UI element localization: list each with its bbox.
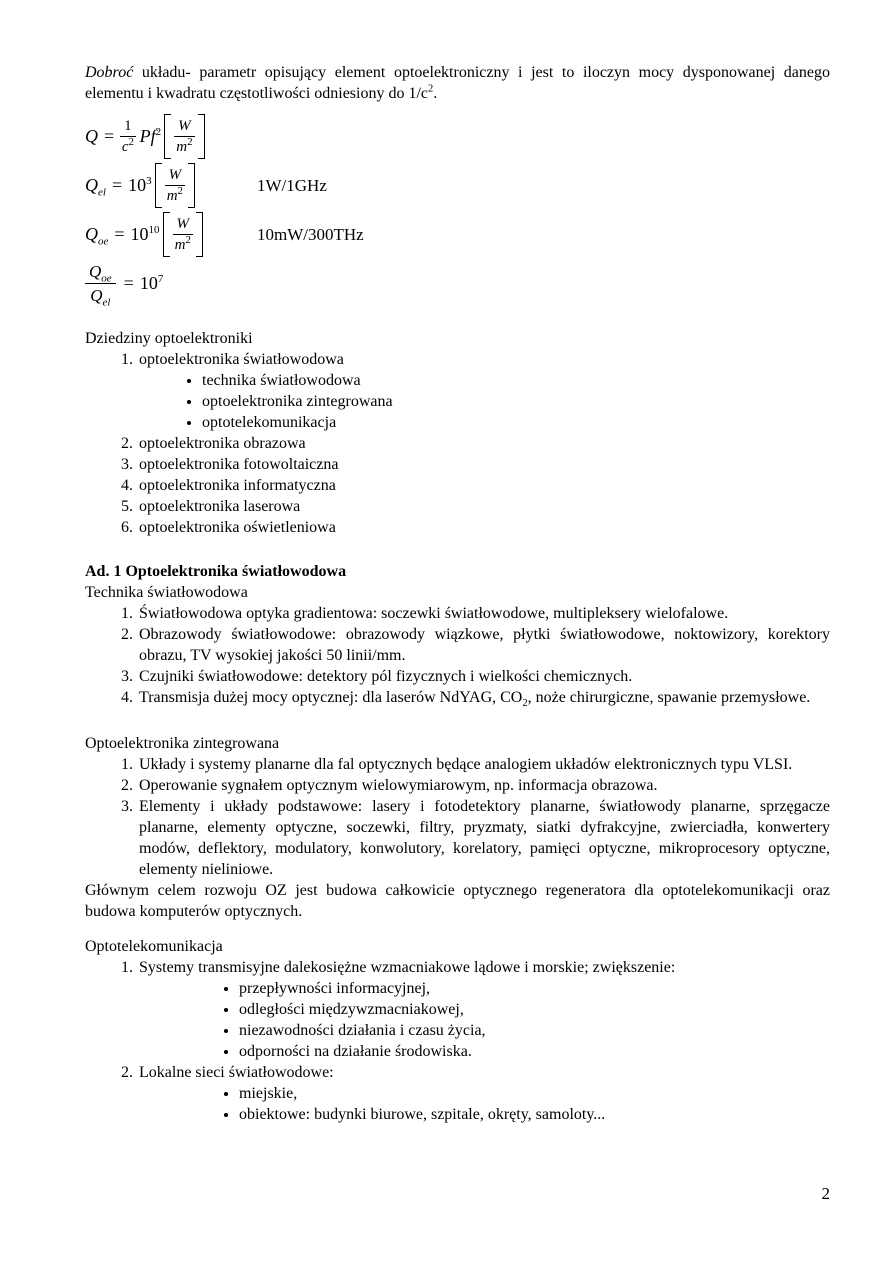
formula-block [85, 112, 830, 308]
power-exponent: 7 [157, 273, 164, 285]
equals-sign: = [111, 175, 123, 195]
intro-body-text: układu- parametr opisujący element optoelektroniczny i jest to iloczyn mocy dysponowanej danego elementu i kwadratu częstotliwości odniesiony do 1/c [85, 64, 830, 102]
section-title-zintegrowana: Optoelektronika zintegrowana [85, 735, 280, 752]
unit-den-exponent: 2 [177, 185, 184, 197]
unit-bracket [155, 163, 196, 208]
symbol-base: Q [85, 224, 98, 244]
formula-q-factor [140, 126, 162, 147]
formula-qoe-symbol [85, 224, 109, 248]
list-item-text: Światłowodowa optyka gradientowa: soczewki światłowodowe, multipleksery wielofalowe. [139, 605, 729, 622]
formula-qel-note: 1W/1GHz [257, 176, 327, 195]
bullet-item [239, 978, 830, 999]
dziedziny-list [85, 349, 830, 538]
optotelekomunikacja-list [85, 957, 830, 1125]
factor-base: Pf [139, 126, 156, 146]
right-bracket [196, 212, 203, 257]
list-item-text: optoelektronika światłowodowa [139, 351, 344, 368]
formula-qoe [85, 210, 830, 259]
unit-den-exponent: 2 [187, 136, 193, 148]
power-base: 10 [139, 273, 158, 293]
formula-q-fraction [120, 117, 136, 156]
bullet-item-text: technika światłowodowa [202, 372, 361, 389]
left-bracket [163, 212, 170, 257]
power-base: 10 [130, 224, 149, 244]
section-zintegrowana [85, 733, 830, 922]
num-subscript: oe [101, 272, 112, 285]
formula-ratio [85, 259, 830, 308]
power-term [128, 175, 152, 196]
left-bracket [155, 163, 162, 208]
intro-lead-italic: Dobroć [85, 64, 134, 81]
bullet-item-text: niezawodności działania i czasu życia, [239, 1022, 486, 1039]
heading-ad1: Ad. 1 Optoelektronika światłowodowa [85, 563, 347, 580]
list-item [137, 496, 830, 517]
optotelekomunikacja-sublist [139, 1083, 830, 1125]
bullet-item [239, 1041, 830, 1062]
bullet-item [239, 999, 830, 1020]
num-base: Q [89, 262, 102, 281]
symbol-base: Q [85, 175, 98, 195]
list-item [137, 454, 830, 475]
page-number: 2 [821, 1184, 830, 1203]
equals-sign: = [104, 126, 115, 146]
formula-qel [85, 161, 830, 210]
unit-fraction [171, 114, 198, 159]
list-item [137, 624, 830, 666]
list-item [137, 475, 830, 496]
den-exponent: 2 [128, 136, 134, 148]
list-item [137, 957, 830, 1062]
bullet-item [202, 412, 830, 433]
section-title-optotelekomunikacja: Optotelekomunikacja [85, 938, 223, 955]
bullet-item-text: odporności na działanie środowiska. [239, 1043, 472, 1060]
list-item-text: optoelektronika fotowoltaiczna [139, 456, 339, 473]
unit-fraction [162, 163, 189, 208]
power-term [131, 224, 160, 245]
left-bracket [164, 114, 171, 159]
unit-numerator: W [173, 215, 194, 235]
bullet-item [202, 391, 830, 412]
list-item [137, 517, 830, 538]
unit-fraction [170, 212, 197, 257]
den-base: Q [90, 286, 103, 305]
unit-den-exponent: 2 [185, 234, 191, 246]
list-item-text: Obrazowody światłowodowe: obrazowody wiązkowe, płytki światłowodowe, noktowizory, korektory obrazu, TV wysokiej jakości 50 linii/mm. [139, 626, 830, 664]
list-item [137, 603, 830, 624]
unit-den-base: m [166, 188, 178, 204]
list-item [137, 687, 830, 708]
list-item [137, 754, 830, 775]
unit-den-base: m [176, 139, 188, 155]
formula-q [85, 112, 830, 161]
formula-qel-math [85, 163, 257, 208]
ratio-numerator [85, 261, 116, 284]
list-item [137, 433, 830, 454]
bullet-item-text: optoelektronika zintegrowana [202, 393, 393, 410]
ad1-list [85, 603, 830, 708]
list-item-text: Czujniki światłowodowe: detektory pól fizycznych i wielkości chemicznych. [139, 668, 633, 685]
formula-qoe-note: 10mW/300THz [257, 225, 364, 244]
unit-denominator [175, 235, 191, 254]
equals-sign: = [114, 224, 125, 244]
bullet-item [239, 1020, 830, 1041]
fraction-denominator [122, 137, 134, 156]
unit-denominator [167, 186, 183, 205]
section-optotelekomunikacja [85, 936, 830, 1125]
dziedziny-sublist [139, 370, 830, 433]
power-term [140, 273, 164, 294]
list-item-text: Lokalne sieci światłowodowe: [139, 1064, 334, 1081]
bullet-item [239, 1104, 830, 1125]
power-exponent: 3 [146, 175, 152, 187]
symbol-subscript: el [98, 186, 106, 199]
bullet-item-text: odległości międzywzmacniakowej, [239, 1001, 464, 1018]
symbol-subscript: oe [98, 235, 109, 248]
ratio-fraction [85, 261, 116, 309]
unit-den-base: m [174, 237, 186, 253]
list-item-text: Transmisja dużej mocy optycznej: dla laserów NdYAG, CO [139, 689, 523, 706]
list-item-text: Elementy i układy podstawowe: lasery i fotodetektory planarne, światłowody planarne, sprzęgacze planarne, elementy optyczne, soczewki, filtry, pryzmaty, siatki dyfrakcyjne, zwierciadła, konwertery modów, deflektory, modulatory, konwolutory, korelatory, pamięci optyczne, mikroprocesory optyczne, elementy nieliniowe. [139, 798, 830, 878]
bullet-item-text: miejskie, [239, 1085, 298, 1102]
optotelekomunikacja-sublist [139, 978, 830, 1062]
formula-qoe-math [85, 212, 257, 257]
section-title-dziedziny: Dziedziny optoelektroniki [85, 330, 253, 347]
list-item-text: optoelektronika obrazowa [139, 435, 306, 452]
unit-numerator: W [165, 166, 186, 186]
zintegrowana-list [85, 754, 830, 880]
list-item-text: optoelektronika informatyczna [139, 477, 336, 494]
list-item-text: optoelektronika oświetleniowa [139, 519, 336, 536]
list-item-text: optoelektronika laserowa [139, 498, 301, 515]
list-item-text: Operowanie sygnałem optycznym wielowymiarowym, np. informacja obrazowa. [139, 777, 658, 794]
bullet-item-text: optotelekomunikacja [202, 414, 337, 431]
bullet-item [202, 370, 830, 391]
unit-numerator: W [174, 117, 195, 137]
list-item-text: Systemy transmisyjne dalekosiężne wzmacniakowe lądowe i morskie; zwiększenie: [139, 959, 676, 976]
subheading-technika: Technika światłowodowa [85, 584, 248, 601]
unit-bracket [163, 212, 204, 257]
power-base: 10 [128, 175, 147, 195]
power-exponent: 10 [148, 224, 160, 236]
formula-q-symbol: Q [85, 126, 98, 146]
bullet-item-text: obiektowe: budynki biurowe, szpitale, okręty, samoloty... [239, 1106, 606, 1123]
list-item [137, 796, 830, 880]
factor-exponent: 2 [155, 126, 162, 138]
list-item-text: Układy i systemy planarne dla fal optycznych będące analogiem układów elektronicznych typu VLSI. [139, 756, 793, 773]
list-item [137, 666, 830, 687]
bullet-item-text: przepływności informacyjnej, [239, 980, 431, 997]
unit-bracket [164, 114, 205, 159]
section-ad1 [85, 561, 830, 708]
den-subscript: el [102, 296, 111, 309]
fraction-numerator: 1 [120, 117, 136, 137]
intro-end-text: . [433, 85, 438, 102]
formula-qel-symbol [85, 175, 106, 199]
chemical-subscript: 2 [522, 698, 528, 710]
list-item [137, 1062, 830, 1125]
intro-paragraph [85, 62, 830, 104]
intro-superscript: 2 [428, 83, 434, 95]
right-bracket [188, 163, 195, 208]
closing-paragraph: Głównym celem rozwoju OZ jest budowa całkowicie optycznego regeneratora dla optotelekomunikacji oraz budowa komputerów optycznych. [85, 882, 830, 920]
unit-denominator [176, 137, 192, 156]
section-dziedziny [85, 328, 830, 538]
ratio-denominator [90, 284, 111, 309]
den-base: c [121, 139, 129, 155]
bullet-item [239, 1083, 830, 1104]
list-item [137, 349, 830, 433]
list-item-text: , noże chirurgiczne, spawanie przemysłowe. [527, 689, 811, 706]
right-bracket [198, 114, 205, 159]
equals-sign: = [123, 273, 134, 293]
list-item [137, 775, 830, 796]
